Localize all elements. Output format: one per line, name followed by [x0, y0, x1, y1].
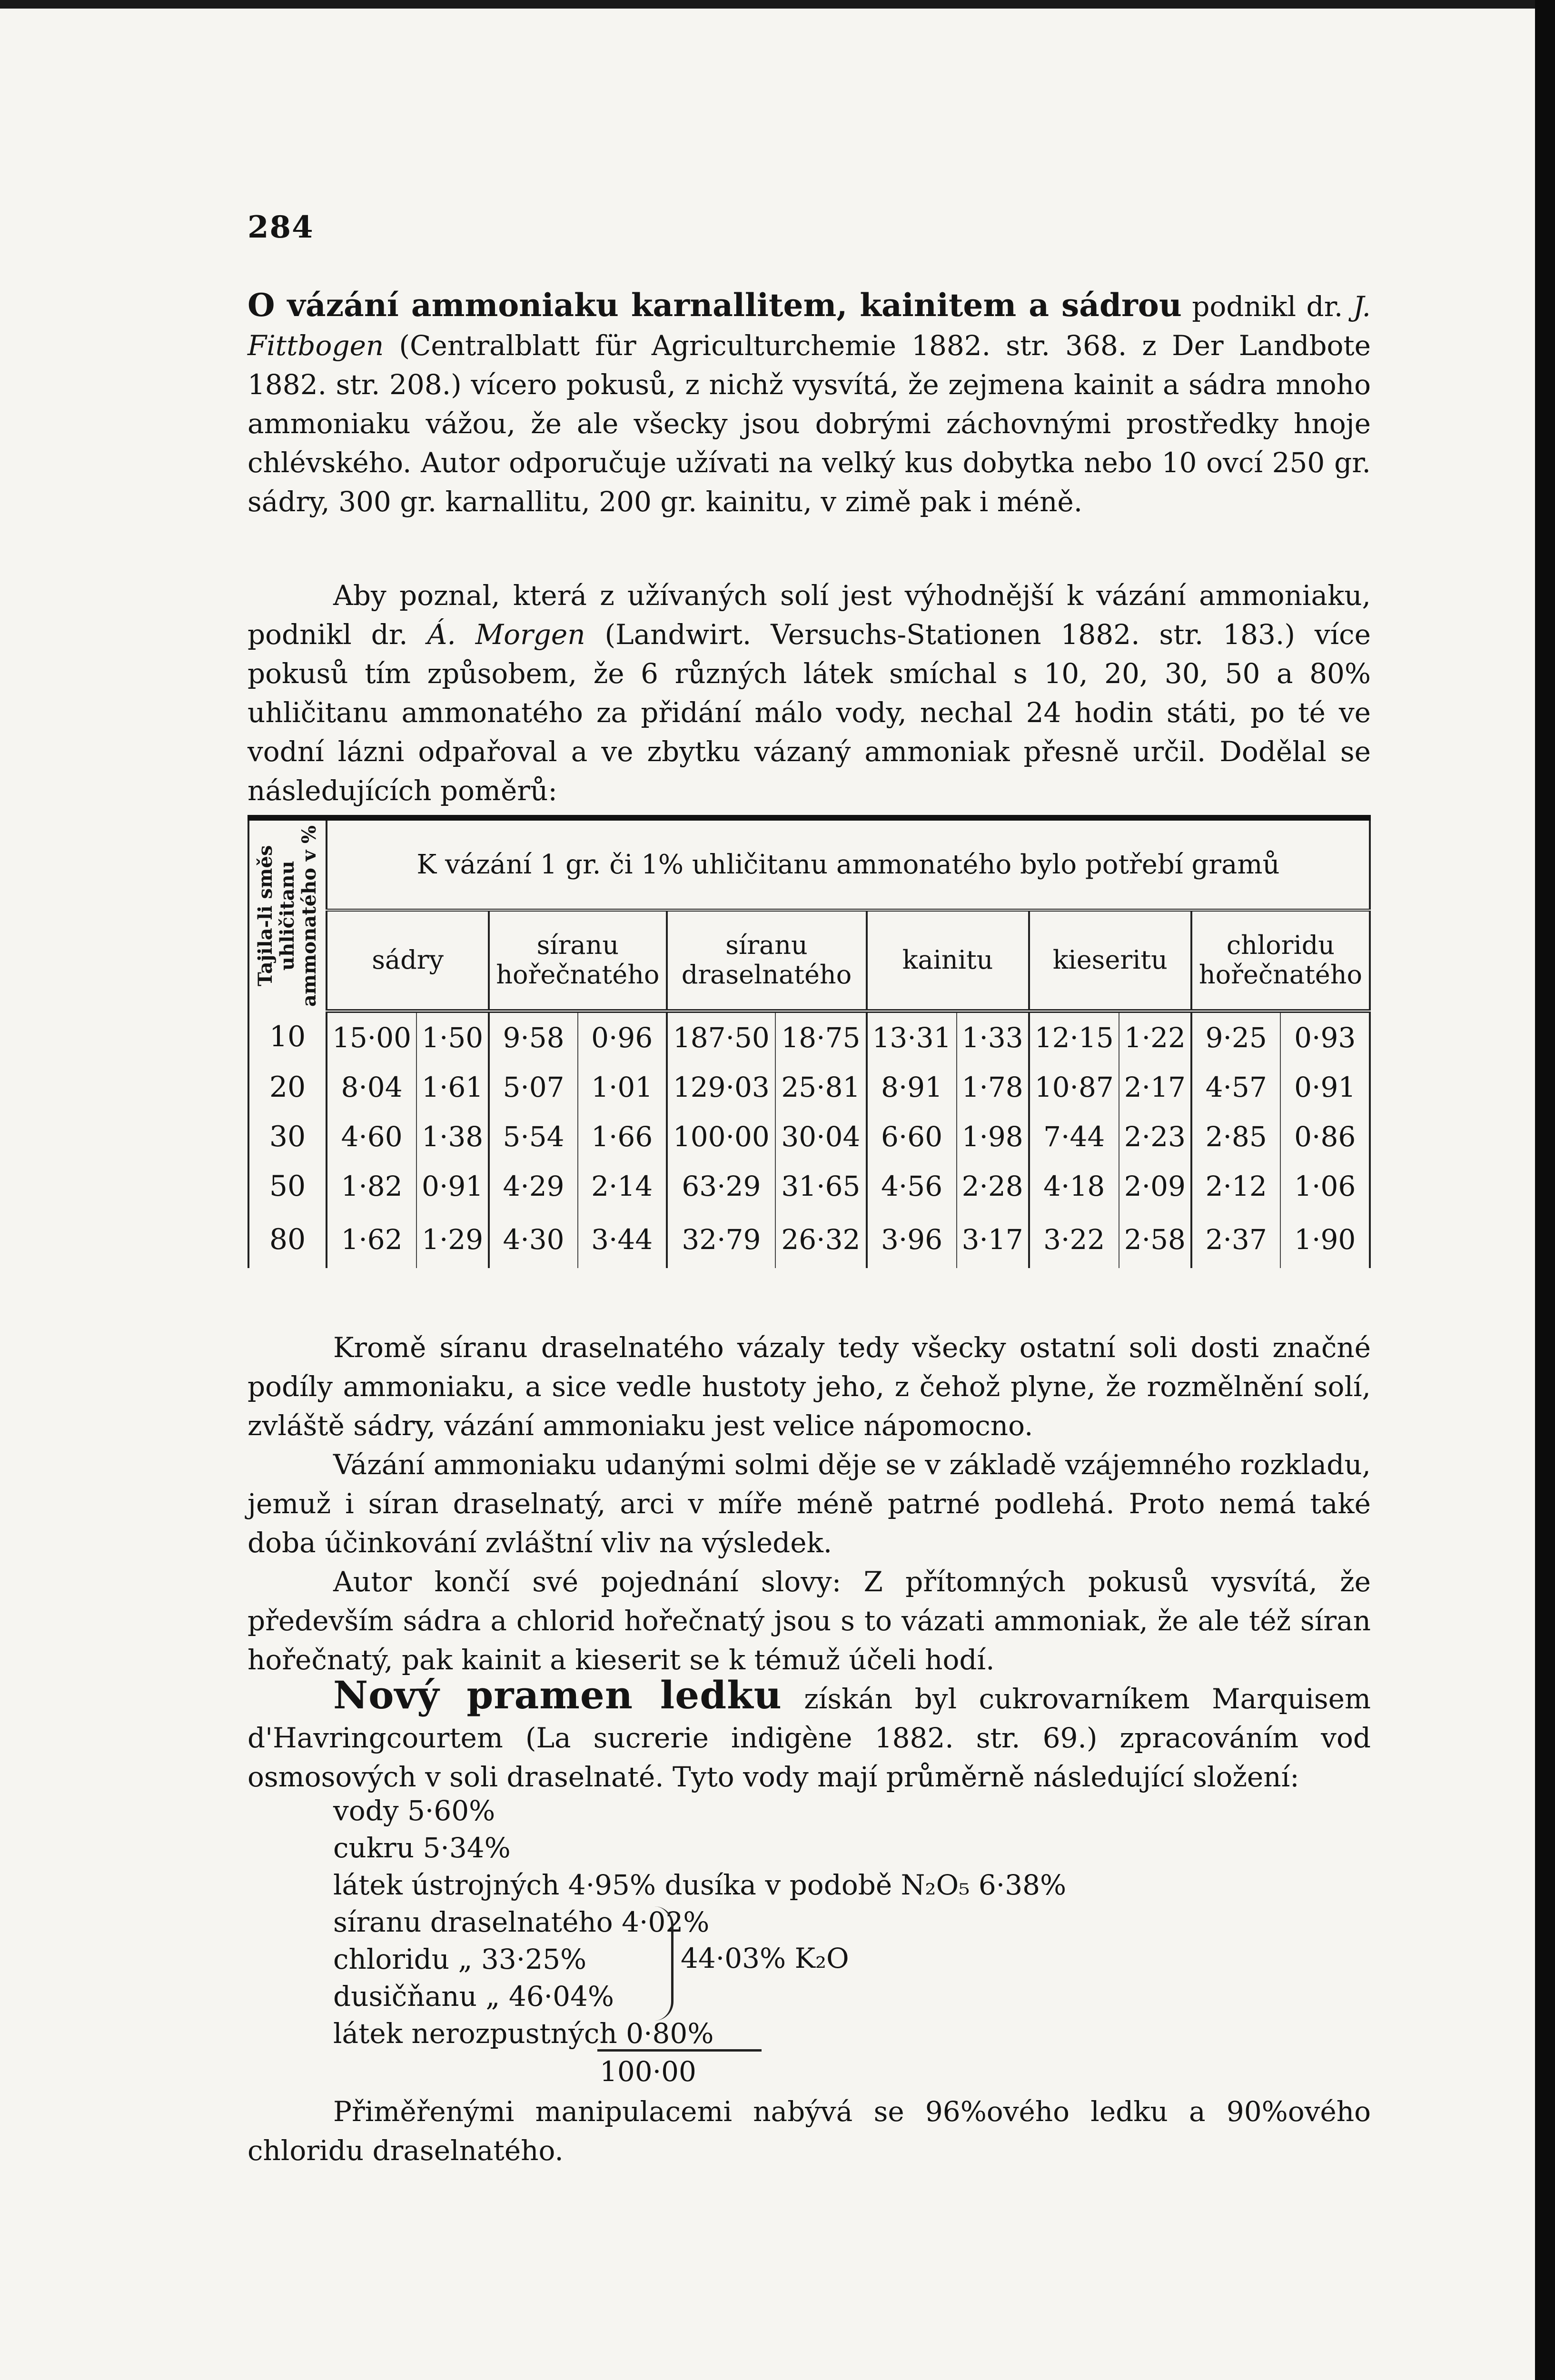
- value-cell: 1·29: [416, 1211, 489, 1268]
- col-siran-draselnaty: síranu draselnatého: [667, 910, 867, 1011]
- col-chlorid-horecnaty: chloridu hořečnatého: [1191, 910, 1370, 1011]
- value-cell: 15·00: [327, 1011, 416, 1062]
- percent-cell: 20: [248, 1062, 327, 1112]
- value-cell: 3·96: [867, 1211, 957, 1268]
- composition-line: chloridu „ 33·25%: [333, 1943, 587, 1975]
- value-cell: 129·03: [667, 1062, 776, 1112]
- value-cell: 2·17: [1119, 1062, 1191, 1112]
- value-cell: 4·60: [327, 1112, 416, 1161]
- paragraph-saltpeter: Nový pramen ledku získán byl cukrovarníkem Marquisem d'Havringcourtem (La sucrerie indigène 1882. str. 69.) zpracováním vod osmosových v soli draselnaté. Tyto vody mají průměrně následující složení:: [248, 1673, 1371, 1793]
- k2o-total: 44·03% K₂O: [681, 1942, 849, 1974]
- value-cell: 10·87: [1029, 1062, 1119, 1112]
- value-cell: 5·07: [489, 1062, 578, 1112]
- table-row: [248, 1161, 1370, 1211]
- value-cell: 1·06: [1280, 1161, 1370, 1211]
- col-kieserit: kieseritu: [1029, 910, 1191, 1011]
- value-cell: 2·37: [1191, 1211, 1281, 1268]
- value-cell: 0·93: [1280, 1011, 1370, 1062]
- value-cell: 1·78: [957, 1062, 1029, 1112]
- composition-line: dusičňanu „ 46·04%: [333, 1980, 614, 2013]
- value-cell: 30·04: [775, 1112, 866, 1161]
- value-cell: 4·57: [1191, 1062, 1281, 1112]
- value-cell: 8·91: [867, 1062, 957, 1112]
- value-cell: 4·30: [489, 1211, 578, 1268]
- value-cell: 2·28: [957, 1161, 1029, 1211]
- composition-line: síranu draselnatého 4·02%: [333, 1906, 710, 1938]
- paragraph-fittbogen: O vázání ammoniaku karnallitem, kainitem a sádrou podnikl dr. J. Fittbogen (Centralblatt für Agriculturchemie 1882. str. 368. z Der Landbote 1882. str. 208.) vícero pokusů, z nichž vysvítá, že zejmena kainit a sádra mnoho ammoniaku vážou, že ale všecky jsou dobrými záchovnými prostředky hnoje chlévského. Autor odporučuje užívati na velký kus dobytka nebo 10 ovcí 250 gr. sádry, 300 gr. karnallitu, 200 gr. kainitu, v zimě pak i méně.: [248, 287, 1371, 518]
- value-cell: 1·61: [416, 1062, 489, 1112]
- paragraph-conclusion-2: Vázání ammoniaku udanými solmi děje se v základě vzájemného rozkladu, jemuž i síran draselnatý, arci v míře méně patrné podlehá. Proto nemá také doba účinkování zvláštní vliv na výsledek.: [248, 1448, 1371, 1559]
- value-cell: 9·58: [489, 1011, 578, 1062]
- value-cell: 26·32: [775, 1211, 866, 1268]
- value-cell: 0·96: [578, 1011, 667, 1062]
- value-cell: 8·04: [327, 1062, 416, 1112]
- page-number: 284: [248, 209, 314, 245]
- composition-line: vody 5·60%: [333, 1795, 495, 1827]
- value-cell: 2·58: [1119, 1211, 1191, 1268]
- value-cell: 2·85: [1191, 1112, 1281, 1161]
- value-cell: 25·81: [775, 1062, 866, 1112]
- value-cell: 63·29: [667, 1161, 776, 1211]
- value-cell: 32·79: [667, 1211, 776, 1268]
- value-cell: 1·01: [578, 1062, 667, 1112]
- table-row: [248, 1011, 1370, 1062]
- table-body: [248, 1011, 1370, 1268]
- scan-border-right: [1535, 0, 1555, 2380]
- value-cell: 7·44: [1029, 1112, 1119, 1161]
- composition-line: látek nerozpustných 0·80%: [333, 2017, 714, 2050]
- table-top-header: K vázání 1 gr. či 1% uhličitanu ammonatého bylo potřebí gramů: [327, 818, 1370, 910]
- col-siran-horecnaty: síranu hořečnatého: [489, 910, 666, 1011]
- value-cell: 4·29: [489, 1161, 578, 1211]
- value-cell: 4·18: [1029, 1161, 1119, 1211]
- paragraph-final: Přiměřenými manipulacemi nabývá se 96%ového ledku a 90%ového chloridu draselnatého.: [248, 2095, 1371, 2167]
- value-cell: 1·33: [957, 1011, 1029, 1062]
- value-cell: 2·14: [578, 1161, 667, 1211]
- value-cell: 13·31: [867, 1011, 957, 1062]
- value-cell: 1·22: [1119, 1011, 1191, 1062]
- value-cell: 187·50: [667, 1011, 776, 1062]
- value-cell: 4·56: [867, 1161, 957, 1211]
- value-cell: 31·65: [775, 1161, 866, 1211]
- value-cell: 1·38: [416, 1112, 489, 1161]
- value-cell: 0·91: [1280, 1062, 1370, 1112]
- table-row: [248, 1211, 1370, 1268]
- value-cell: 3·17: [957, 1211, 1029, 1268]
- composition-list: [333, 1792, 1066, 2052]
- composition-total: 100·00: [600, 2055, 696, 2088]
- paragraph-conclusion-1: Kromě síranu draselnatého vázaly tedy všecky ostatní soli dosti značné podíly ammoniaku, a sice vedle hustoty jeho, z čehož plyne, že rozmělnění solí, zvláště sádry, vázání ammoniaku jest velice nápomocno.: [248, 1331, 1371, 1442]
- composition-line: cukru 5·34%: [333, 1832, 511, 1864]
- value-cell: 0·91: [416, 1161, 489, 1211]
- value-cell: 2·09: [1119, 1161, 1191, 1211]
- composition-line: látek ústrojných 4·95% dusíka v podobě N₂O₅ 6·38%: [333, 1869, 1067, 1901]
- value-cell: 2·12: [1191, 1161, 1281, 1211]
- value-cell: 18·75: [775, 1011, 866, 1062]
- heading-ammonia-binding: O vázání ammoniaku karnallitem, kainitem a sádrou: [248, 287, 1182, 324]
- value-cell: 5·54: [489, 1112, 578, 1161]
- value-cell: 3·44: [578, 1211, 667, 1268]
- paragraph-conclusion-3: Autor končí své pojednání slovy: Z přítomných pokusů vysvítá, že především sádra a chlorid hořečnatý jsou s to vázati ammoniak, že ale též síran hořečnatý, pak kainit a kieserit se k témuž účeli hodí.: [248, 1566, 1371, 1676]
- value-cell: 1·82: [327, 1161, 416, 1211]
- table-row: [248, 1062, 1370, 1112]
- value-cell: 2·23: [1119, 1112, 1191, 1161]
- brace: [652, 1906, 674, 2021]
- value-cell: 1·98: [957, 1112, 1029, 1161]
- value-cell: 12·15: [1029, 1011, 1119, 1062]
- percent-cell: 50: [248, 1161, 327, 1211]
- value-cell: 9·25: [1191, 1011, 1281, 1062]
- value-cell: 1·90: [1280, 1211, 1370, 1268]
- sum-rule: [597, 2049, 762, 2052]
- col-sadry: sádry: [327, 910, 489, 1011]
- table-row: [248, 1112, 1370, 1161]
- ammonia-binding-table: [248, 815, 1371, 1268]
- value-cell: 0·86: [1280, 1112, 1370, 1161]
- value-cell: 1·50: [416, 1011, 489, 1062]
- heading-new-saltpeter: Nový pramen ledku: [333, 1673, 782, 1717]
- percent-cell: 30: [248, 1112, 327, 1161]
- paragraph-morgen: Aby poznal, která z užívaných solí jest výhodnější k vázání ammoniaku, podnikl dr. Á. Morgen (Landwirt. Versuchs-Stationen 1882. str. 183.) více pokusů tím způsobem, že 6 různých látek smíchal s 10, 20, 30, 50 a 80% uhličitanu ammonatého za přidání málo vody, nechal 24 hodin státi, po té ve vodní lázni odpařoval a ve zbytku vázaný ammoniak přesně určil. Dodělal se následujících poměrů:: [248, 579, 1371, 807]
- value-cell: 6·60: [867, 1112, 957, 1161]
- percent-header: Tajila-li směs uhličitanu ammonatého v %: [248, 818, 327, 1011]
- value-cell: 1·66: [578, 1112, 667, 1161]
- percent-cell: 80: [248, 1211, 327, 1268]
- col-kainit: kainitu: [867, 910, 1029, 1011]
- value-cell: 3·22: [1029, 1211, 1119, 1268]
- author-fittbogen: J. Fittbogen: [248, 290, 1371, 362]
- value-cell: 1·62: [327, 1211, 416, 1268]
- percent-cell: 10: [248, 1011, 327, 1062]
- document-page: [248, 0, 1371, 2380]
- value-cell: 100·00: [667, 1112, 776, 1161]
- author-morgen: Á. Morgen: [427, 618, 585, 651]
